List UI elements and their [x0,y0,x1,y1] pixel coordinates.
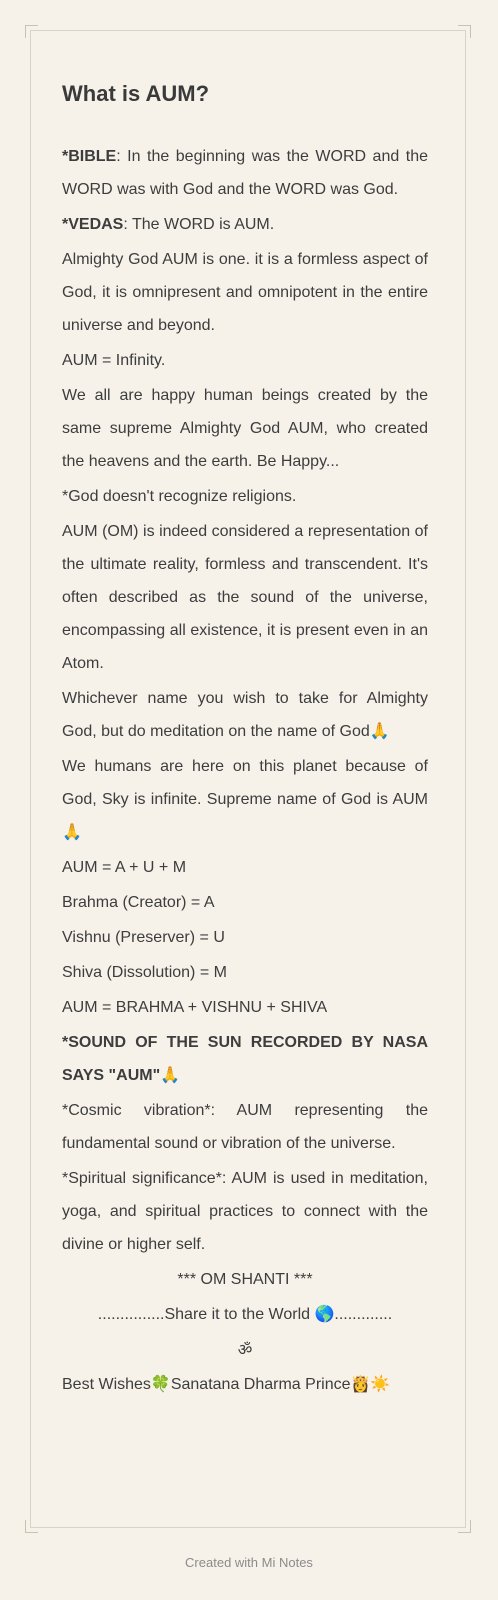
paragraph-trinity: AUM = BRAHMA + VISHNU + SHIVA [62,999,328,1016]
om-symbol: ॐ [237,1340,253,1359]
footer-watermark: Created with Mi Notes [185,1555,313,1570]
paragraph-infinity: AUM = Infinity. [62,352,166,369]
paragraph-shiva: Shiva (Dissolution) = M [62,964,227,981]
paragraph-formless: Almighty God AUM is one. it is a formless aspect of God, it is omnipresent and omnipotent in the entire universe and beyond. [62,251,428,334]
note-title: What is AUM? [62,81,210,106]
label-vedas: *VEDAS [62,216,124,233]
paragraph-humans: We humans are here on this planet because of God, Sky is infinite. Supreme name of God is AUM🙏 [62,758,428,841]
paragraph-happy: We all are happy human beings created by the same supreme Almighty God AUM, who created the heavens and the earth. Be Happy... [62,387,428,470]
frame-corner-ornament [25,25,38,38]
text-vedas: : The WORD is AUM. [123,216,275,233]
paragraph-spiritual-significance: *Spiritual significance*: AUM is used in meditation, yoga, and spiritual practices to connect with the divine or higher self. [62,1170,428,1253]
paragraph-share: ...............Share it to the World 🌎............. [97,1306,393,1323]
paragraph-brahma: Brahma (Creator) = A [62,894,215,911]
paragraph-vishnu: Vishnu (Preserver) = U [62,929,225,946]
frame-corner-ornament [458,1520,471,1533]
label-bible: *BIBLE [62,148,117,165]
paragraph-cosmic-vibration: *Cosmic vibration*: AUM representing the fundamental sound or vibration of the universe. [62,1102,428,1152]
note-content [62,78,428,1403]
paragraph-religions: *God doesn't recognize religions. [62,488,297,505]
frame-corner-ornament [25,1520,38,1533]
text-bible: : In the beginning was the WORD and the WORD was with God and the WORD was God. [62,148,428,198]
frame-corner-ornament [458,25,471,38]
paragraph-ultimate-reality: AUM (OM) is indeed considered a representation of the ultimate reality, formless and transcendent. It's often described as the sound of the universe, encompassing all existence, it is present even in an Atom. [62,523,428,672]
paragraph-om-shanti: *** OM SHANTI *** [177,1271,313,1288]
paragraph-meditation: Whichever name you wish to take for Almighty God, but do meditation on the name of God🙏 [62,690,428,740]
paragraph-bible [62,140,428,206]
paragraph-best-wishes: Best Wishes🍀Sanatana Dharma Prince👸☀️ [62,1376,391,1393]
paragraph-vedas [62,208,428,241]
paragraph-nasa: *SOUND OF THE SUN RECORDED BY NASA SAYS "AUM"🙏 [62,1034,428,1084]
paragraph-aum-equation: AUM = A + U + M [62,859,187,876]
